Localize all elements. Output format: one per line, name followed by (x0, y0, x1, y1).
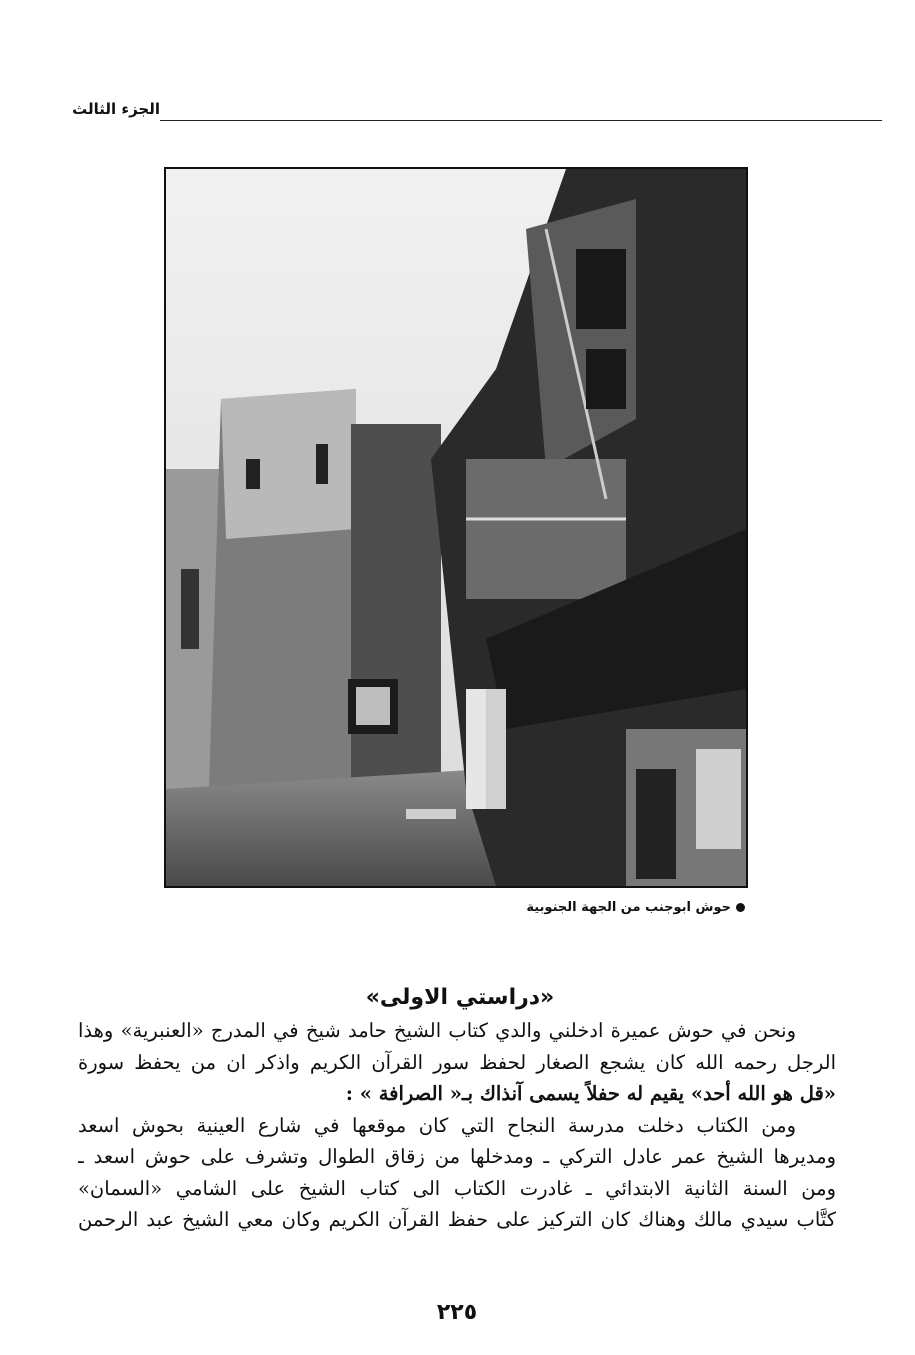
caption-text: حوش ابوجنب من الجهة الجنوبية (526, 900, 731, 915)
body-line: ومن السنة الثانية الابتدائي ـ غادرت الكتاب الى كتاب الشيخ على الشامي «السمان» (78, 1176, 836, 1200)
body-line: ومديرها الشيخ عمر عادل التركي ـ ومدخلها من زقاق الطوال وتشرف على حوش اسعد ـ (78, 1145, 836, 1168)
body-line: «قل هو الله أحد» يقيم له حفلاً يسمى آنذاك بـ« الصرافة » : (345, 1082, 836, 1105)
caption-bullet-icon (736, 903, 745, 912)
body-line: ونحن في حوش عميرة ادخلني والدي كتاب الشيخ حامد شيخ في المدرج «العنبرية» وهذا (78, 1019, 796, 1042)
photo-illustration (166, 169, 746, 886)
page-number: ٢٢٥ (436, 1300, 478, 1325)
photo-caption (345, 900, 745, 915)
running-head: الجزء الثالث (72, 100, 160, 118)
section-title: «دراستي الاولى» (365, 985, 555, 1010)
header-rule (160, 120, 882, 121)
body-line: الرجل رحمه الله كان يشجع الصغار لحفظ سور القرآن الكريم واذكر ان من يحفظ سورة (78, 1050, 836, 1074)
body-line: كتَّاب سيدي مالك وهناك كان التركيز على حفظ القرآن الكريم وكان معي الشيخ عبد الرحمن (78, 1208, 836, 1231)
photograph (164, 167, 748, 888)
body-line: ومن الكتاب دخلت مدرسة النجاح التي كان موقعها في شارع العينية بحوش اسعد (78, 1113, 796, 1137)
body-text (78, 1015, 836, 1236)
